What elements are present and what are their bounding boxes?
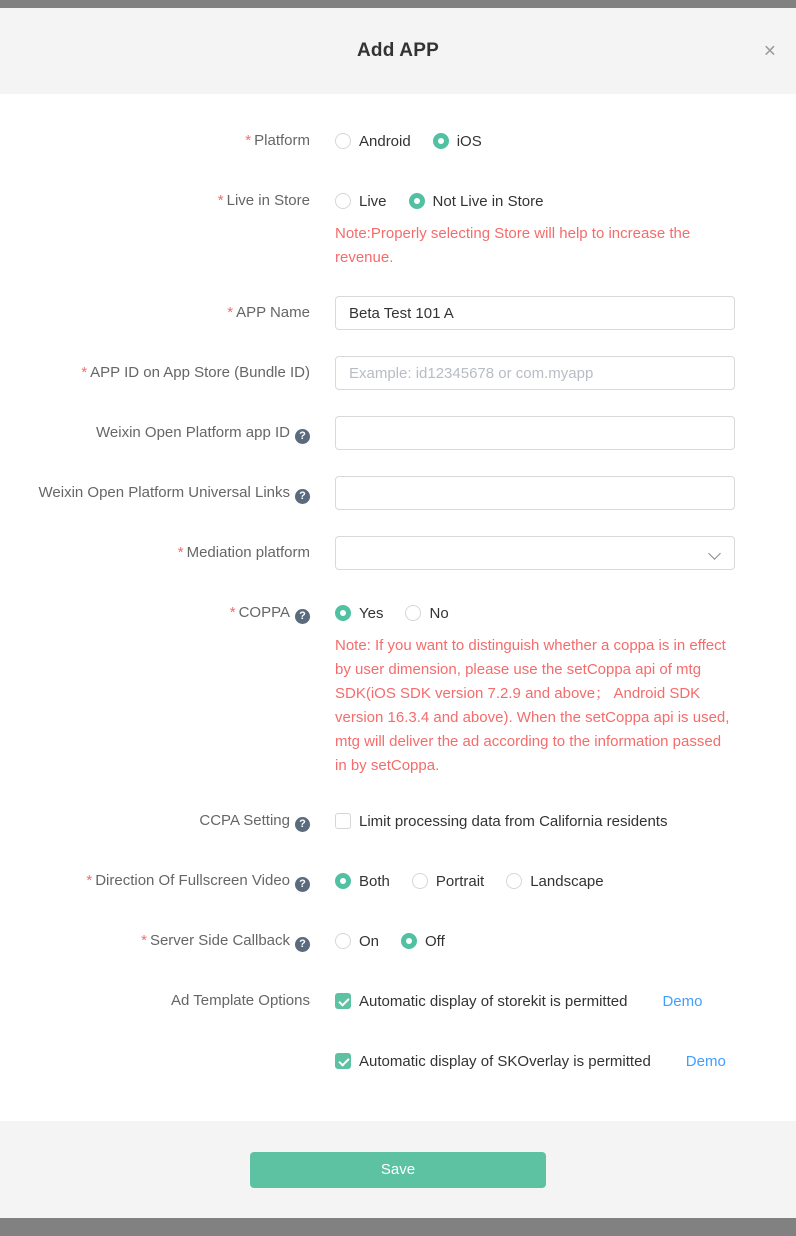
radio-option-ios[interactable] [433,133,482,150]
radio-option-portrait[interactable] [412,873,484,890]
server-callback-radio-group [335,924,467,958]
skoverlay-checkbox-option[interactable] [335,1053,651,1070]
platform-label: * Platform [245,132,310,149]
direction-row [0,864,796,898]
app-id-control [335,356,735,390]
radio-icon[interactable] [335,133,351,149]
radio-icon[interactable] [335,193,351,209]
store-note-text: Note:Properly selecting Store will help to increase the revenue. [335,225,691,266]
required-marker: * [217,192,224,209]
radio-icon[interactable] [412,873,428,889]
weixin-universal-links-label: Weixin Open Platform Universal Links ? [0,476,310,510]
weixin-app-id-row [0,416,796,450]
mediation-platform-label: * Mediation platform [177,544,310,561]
required-marker: * [227,304,234,321]
radio-label: Off [425,932,445,950]
ccpa-label: CCPA Setting ? [0,804,310,838]
weixin-app-id-control [335,416,735,450]
direction-radio-group [335,864,626,898]
radio-label: On [359,932,380,950]
skoverlay-demo-link[interactable]: Demo [685,1052,726,1070]
app-id-row [0,356,796,390]
checkbox-checked-icon[interactable] [335,993,351,1009]
help-icon[interactable]: ? [295,937,310,952]
storekit-checkbox-option[interactable] [335,993,627,1010]
platform-row [0,124,796,158]
help-icon[interactable]: ? [295,429,310,444]
checkbox-label: Automatic display of storekit is permitted [359,992,628,1010]
storekit-demo-link[interactable]: Demo [662,992,703,1010]
radio-option-not-live[interactable] [409,193,544,210]
required-marker: * [177,544,184,561]
checkbox-label: Automatic display of SKOverlay is permitted [359,1052,651,1070]
checkbox-label: Limit processing data from California residents [359,812,668,830]
app-name-input[interactable] [335,296,735,330]
radio-option-landscape[interactable] [506,873,603,890]
radio-label: No [429,604,449,622]
server-callback-row [0,924,796,958]
weixin-universal-links-control [335,476,735,510]
radio-icon[interactable] [405,605,421,621]
coppa-row [0,596,796,778]
radio-option-live[interactable] [335,193,387,210]
mediation-platform-control [335,536,735,570]
radio-checked-icon[interactable] [433,133,449,149]
weixin-universal-links-input[interactable] [335,476,735,510]
app-name-control [335,296,735,330]
mediation-platform-row [0,536,796,570]
app-id-input[interactable] [335,356,735,390]
help-icon[interactable]: ? [295,489,310,504]
required-marker: * [245,132,252,149]
live-in-store-radio-group [335,184,735,218]
radio-checked-icon[interactable] [335,873,351,889]
radio-icon[interactable] [506,873,522,889]
add-app-modal [0,8,796,1218]
mediation-platform-select[interactable] [335,536,735,570]
required-marker: * [81,364,88,381]
radio-option-both[interactable] [335,873,390,890]
chevron-down-icon [708,547,721,560]
modal-title: Add APP [357,40,439,61]
required-marker: * [229,604,236,621]
modal-body [0,94,796,1121]
radio-checked-icon[interactable] [409,193,425,209]
radio-label: Android [359,132,411,150]
radio-option-yes[interactable] [335,605,383,622]
required-marker: * [86,872,93,889]
ad-template-row [0,984,796,1078]
ccpa-checkbox-option[interactable] [335,813,667,830]
required-marker: * [141,932,147,949]
ccpa-row [0,804,796,838]
save-button[interactable]: Save [250,1152,546,1188]
radio-label: Not Live in Store [432,192,544,210]
ad-template-control [335,984,726,1078]
radio-checked-icon[interactable] [401,933,417,949]
live-in-store-row [0,184,796,270]
radio-label: Yes [359,604,384,622]
radio-label: iOS [456,132,482,150]
radio-option-off[interactable] [401,933,445,950]
close-icon[interactable]: × [763,39,776,63]
direction-label: * Direction Of Fullscreen Video ? [0,864,310,898]
radio-label: Both [359,872,390,890]
help-icon[interactable]: ? [295,817,310,832]
radio-checked-icon[interactable] [335,605,351,621]
modal-header [0,8,796,94]
app-name-label: * APP Name [227,304,310,321]
coppa-label: * COPPA ? [0,596,310,778]
skoverlay-option [335,1044,726,1078]
radio-option-android[interactable] [335,133,411,150]
weixin-app-id-input[interactable] [335,416,735,450]
app-name-row [0,296,796,330]
modal-footer [0,1121,796,1218]
live-in-store-control [335,184,735,270]
ad-template-label: Ad Template Options [171,992,310,1009]
radio-option-no[interactable] [405,605,448,622]
radio-icon[interactable] [335,933,351,949]
radio-label: Live [359,192,387,210]
coppa-note-text: Note: If you want to distinguish whether a coppa is in effect by user dimension, please use the setCoppa api of mtg SDK(iOS SDK version 7.2.9 and above； Android SDK version 16.3.4 and above). When the setCoppa api is used, mtg will deliver the ad according to the information passed in by setCoppa. [335,637,730,774]
checkbox-checked-icon[interactable] [335,1053,351,1069]
server-callback-label: * Server Side Callback ? [0,924,310,958]
radio-label: Landscape [530,872,604,890]
radio-option-on[interactable] [335,933,379,950]
radio-label: Portrait [435,872,485,890]
help-icon[interactable]: ? [295,877,310,892]
storekit-option [335,984,726,1018]
platform-radio-group [335,124,504,158]
ccpa-control [335,804,689,838]
weixin-universal-links-row [0,476,796,510]
live-in-store-label: * Live in Store [217,192,310,209]
checkbox-icon[interactable] [335,813,351,829]
help-icon[interactable]: ? [295,609,310,624]
weixin-app-id-label: Weixin Open Platform app ID ? [0,416,310,450]
app-id-label: * APP ID on App Store (Bundle ID) [81,364,310,381]
coppa-control [335,596,735,778]
coppa-radio-group [335,596,735,630]
